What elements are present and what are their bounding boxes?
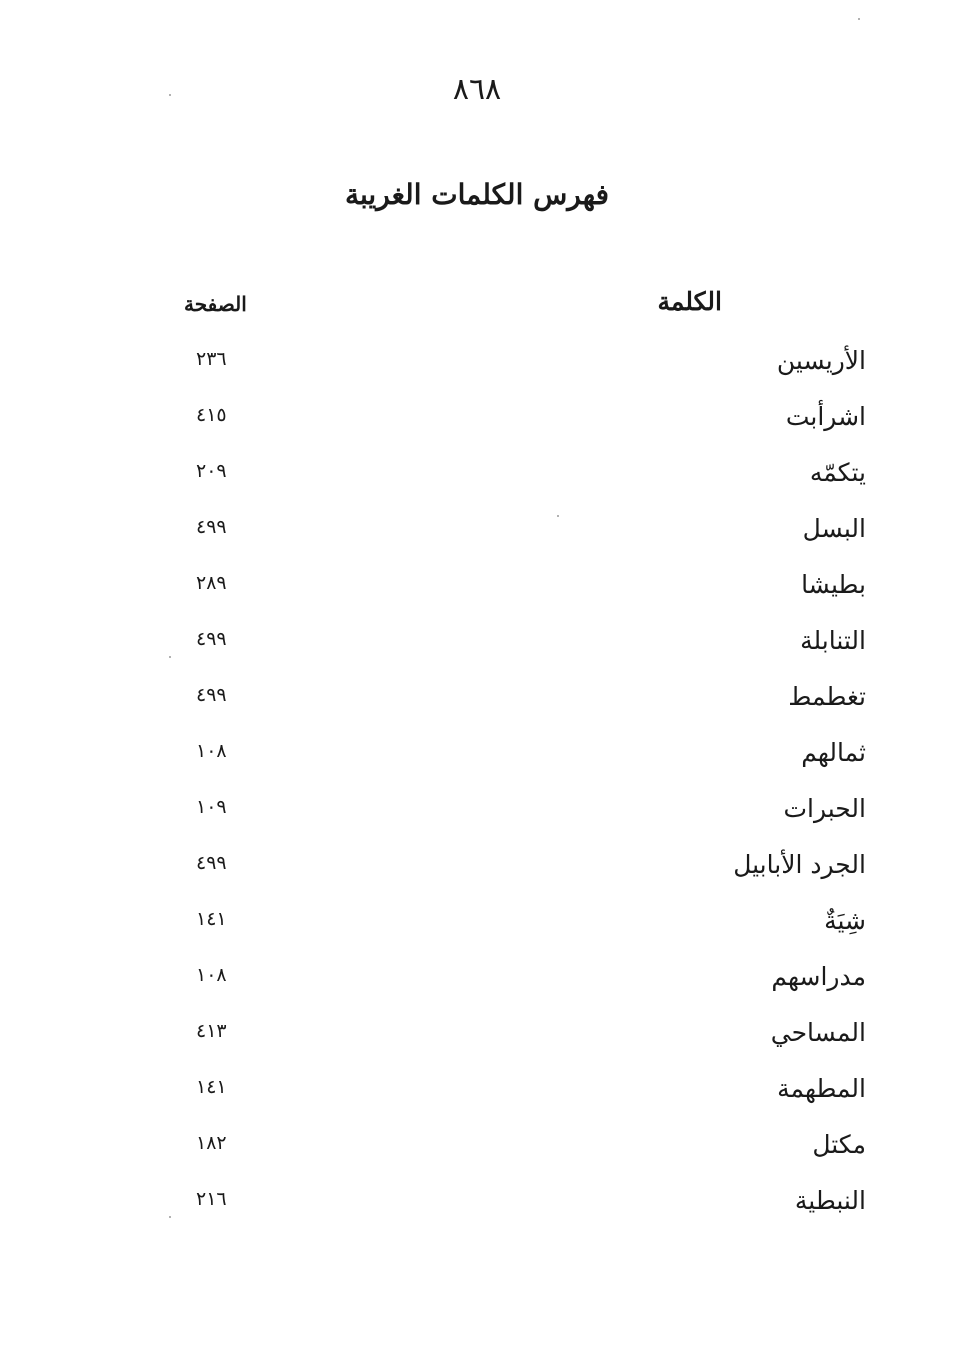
index-entry — [0, 1122, 954, 1178]
entry-page: ٤٩٩ — [196, 852, 227, 874]
entry-word: الحبرات — [783, 794, 866, 823]
entry-page: ١٠٩ — [196, 796, 227, 818]
index-entry — [0, 618, 954, 674]
scan-speck — [169, 94, 171, 96]
entry-word: الأريسين — [776, 346, 866, 375]
entry-page: ٤٩٩ — [196, 684, 227, 706]
entry-page: ٢٣٦ — [196, 348, 227, 370]
entry-page: ١٠٨ — [196, 740, 227, 762]
scan-speck — [169, 656, 171, 658]
entry-word: الجرد الأبابيل — [733, 850, 866, 879]
entry-word: النبطية — [794, 1186, 866, 1215]
entry-word: ثمالهم — [801, 738, 866, 767]
scan-speck — [858, 18, 860, 20]
entry-page: ١٤١ — [196, 908, 227, 930]
entry-word: مكتل — [812, 1130, 866, 1159]
index-entry — [0, 898, 954, 954]
entry-page: ٢٨٩ — [196, 572, 227, 594]
index-entry — [0, 450, 954, 506]
index-list — [0, 338, 954, 1234]
entry-word: التنابلة — [800, 626, 866, 655]
entry-page: ١٤١ — [196, 1076, 227, 1098]
index-entry — [0, 674, 954, 730]
entry-page: ٤١٣ — [196, 1020, 227, 1042]
index-entry — [0, 1066, 954, 1122]
entry-page: ٢١٦ — [196, 1188, 227, 1210]
index-entry — [0, 562, 954, 618]
index-entry — [0, 730, 954, 786]
index-entry — [0, 1178, 954, 1234]
index-entry — [0, 842, 954, 898]
scan-speck — [169, 1216, 171, 1218]
page-title: فهرس الكلمات الغريبة — [344, 178, 610, 211]
entry-page: ١٠٨ — [196, 964, 227, 986]
index-entry — [0, 954, 954, 1010]
entry-word: تغطمط — [788, 682, 866, 711]
index-entry — [0, 506, 954, 562]
entry-word: المساحي — [770, 1018, 866, 1047]
entry-page: ٤١٥ — [196, 404, 227, 426]
index-entry — [0, 338, 954, 394]
entry-word: يتكمّه — [809, 458, 866, 487]
entry-word: البسل — [802, 514, 866, 543]
entry-word: شِيَةٌ — [824, 906, 866, 935]
page-number: ٨٦٨ — [452, 72, 502, 107]
entry-page: ١٨٢ — [196, 1132, 227, 1154]
column-header-page: الصفحة — [184, 292, 247, 316]
scan-speck — [557, 515, 559, 517]
entry-page: ٢٠٩ — [196, 460, 227, 482]
index-entry — [0, 1010, 954, 1066]
entry-word: بطيشا — [801, 570, 866, 599]
entry-word: اشرأبت — [785, 402, 866, 431]
column-header-word: الكلمة — [657, 287, 722, 316]
entry-word: المطهمة — [777, 1074, 866, 1103]
index-entry — [0, 786, 954, 842]
entry-page: ٤٩٩ — [196, 516, 227, 538]
index-entry — [0, 394, 954, 450]
entry-word: مدراسهم — [771, 962, 866, 991]
entry-page: ٤٩٩ — [196, 628, 227, 650]
